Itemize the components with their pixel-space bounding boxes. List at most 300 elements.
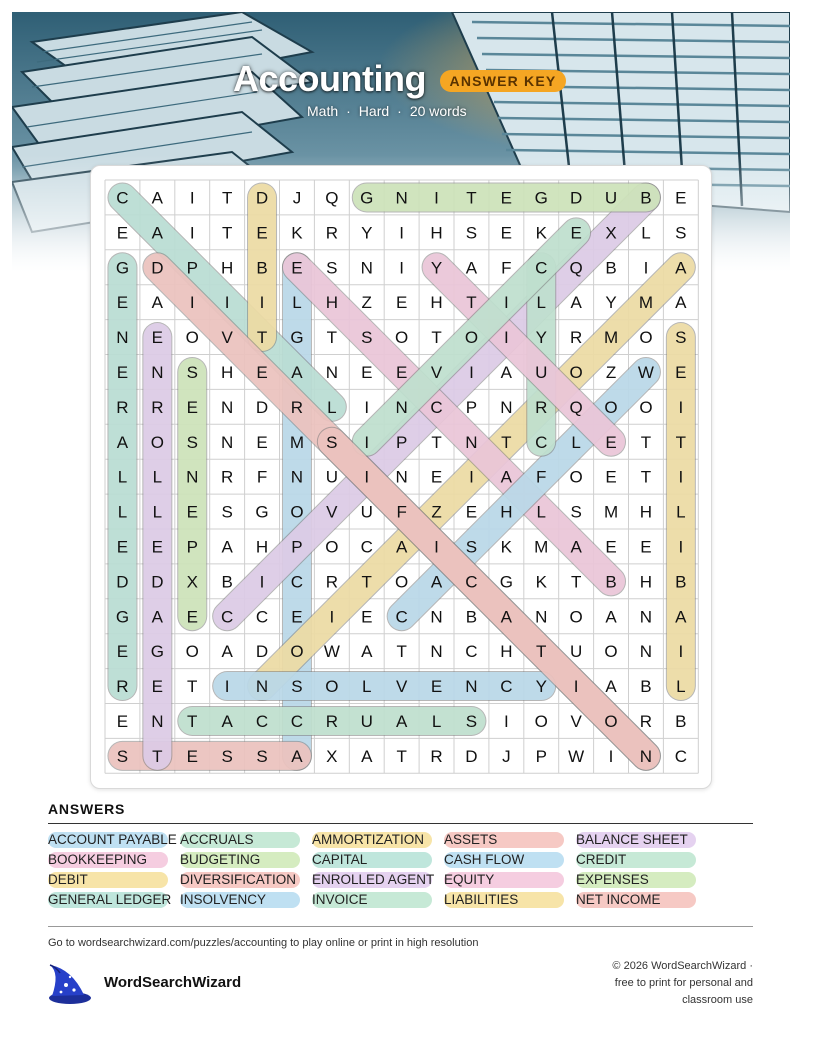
grid-letter: M [603,502,619,522]
grid-letter: R [151,397,164,417]
answer-key-badge: ANSWER KEY [440,70,566,92]
answer-word [312,892,368,908]
grid-letter: T [152,746,163,766]
grid-letter: G [255,502,269,522]
grid-letter: L [676,502,686,522]
grid-letter: E [151,328,164,348]
grid-letter: E [151,537,164,557]
grid-letter: A [675,293,687,313]
grid-letter: C [535,258,548,278]
grid-letter: E [570,223,582,243]
grid-letter: V [326,502,338,522]
grid-letter: D [151,258,164,278]
grid-letter: F [396,502,407,522]
grid-letter: O [395,328,409,348]
grid-letter: I [364,397,370,417]
copyright-line: © 2026 WordSearchWizard · [612,960,753,972]
wizard-hat-icon [46,963,92,1005]
grid-letter: A [675,607,687,627]
grid-letter: N [186,467,199,487]
grid-letter: J [292,188,302,208]
grid-letter: A [570,293,582,313]
grid-letter: I [189,188,195,208]
puzzle-meta [307,103,467,119]
grid-letter: M [638,293,654,313]
grid-letter: C [255,607,269,627]
grid-letter: I [259,572,265,592]
grid-letter: E [186,607,198,627]
grid-letter: I [329,607,335,627]
grid-letter: I [189,223,195,243]
grid-letter: W [568,746,585,766]
answer-word-label: LIABILITIES [444,892,519,907]
answer-word [576,832,688,848]
grid-letter: N [639,642,653,662]
grid-letter: O [639,328,653,348]
grid-letter: S [465,223,478,243]
grid-letter: K [291,223,303,243]
answer-word-label: AMMORTIZATION [312,832,424,847]
grid-letter: I [608,746,614,766]
answer-word-label: CREDIT [576,852,627,867]
grid-letter: E [116,642,129,662]
grid-letter: O [185,328,199,348]
puzzle-title: Accounting [233,58,426,99]
grid-letter: Y [535,677,547,697]
grid-letter: S [675,223,687,243]
grid-letter: E [500,188,513,208]
difficulty-label: Hard [358,103,390,119]
grid-letter: G [115,258,130,278]
grid-letter: N [430,642,443,662]
grid-letter: L [117,502,128,522]
grid-letter: T [466,293,477,313]
answer-word [180,852,260,868]
grid-letter: H [430,293,443,313]
grid-letter: Y [535,328,547,348]
grid-letter: E [116,293,129,313]
grid-letter: L [676,677,686,697]
answer-word-label: CAPITAL [312,852,368,867]
grid-letter: O [395,572,409,592]
grid-letter: N [221,432,234,452]
grid-letter: G [360,188,374,208]
grid-letter: K [500,537,513,557]
grid-letter: G [115,607,130,627]
grid-letter: B [675,711,687,731]
grid-letter: A [570,537,582,557]
grid-letter: C [360,537,373,557]
grid-letter: E [361,362,373,382]
grid-letter: N [465,432,478,452]
grid-letter: T [326,328,338,348]
grid-letter: A [151,223,164,243]
grid-letter: A [221,537,233,557]
grid-letter: Q [569,258,583,278]
grid-letter: O [185,642,199,662]
grid-letter: A [395,711,408,731]
grid-letter: T [361,572,372,592]
grid-letter: E [151,677,164,697]
grid-letter: Y [430,258,443,278]
grid-letter: B [675,572,687,592]
answer-word-label: ENROLLED AGENT [312,872,435,887]
grid-letter: U [360,711,373,731]
grid-letter: E [675,362,687,382]
grid-letter: T [536,642,547,662]
grid-letter: N [360,258,373,278]
grid-letter: F [501,258,512,278]
grid-letter: L [641,223,651,243]
grid-letter: I [503,293,509,313]
answer-word-label: EXPENSES [576,872,649,887]
grid-letter: A [605,607,617,627]
grid-letter: E [605,537,617,557]
answer-word [312,852,367,868]
grid-letter: T [187,677,198,697]
grid-letter: D [570,188,583,208]
grid-letter: A [151,607,164,627]
grid-letter: S [465,537,478,557]
copyright-line: classroom use [682,994,753,1006]
grid-letter: I [364,432,370,452]
grid-letter: O [604,711,618,731]
grid-letter: N [255,677,269,697]
grid-letter: O [569,467,583,487]
grid-letter: G [534,188,548,208]
grid-letter: C [430,397,443,417]
grid-letter: U [535,362,548,382]
grid-letter: S [675,328,687,348]
answer-word-label: INSOLVENCY [180,892,267,907]
grid-letter: N [535,607,548,627]
grid-letter: N [465,677,478,697]
grid-letter: T [256,328,268,348]
grid-letter: Q [325,188,339,208]
answer-word-label: ACCRUALS [180,832,254,847]
grid-letter: L [571,432,581,452]
grid-letter: R [325,711,338,731]
grid-letter: M [534,537,549,557]
grid-letter: Q [569,397,583,417]
grid-letter: R [325,223,338,243]
grid-letter: I [469,362,474,382]
grid-letter: E [291,607,303,627]
answer-word-label: ACCOUNT PAYABLE [48,832,177,847]
grid-letter: S [326,432,338,452]
grid-letter: N [395,467,408,487]
grid-letter: W [323,642,340,662]
grid-letter: H [255,537,269,557]
grid-letter: N [221,397,234,417]
grid-letter: P [186,537,198,557]
grid-letter: R [116,397,129,417]
grid-letter: T [570,572,582,592]
grid-letter: Z [361,293,372,313]
meta-separator: · [346,103,351,119]
grid-letter: E [116,362,129,382]
grid-letter: A [675,258,687,278]
grid-letter: R [570,328,583,348]
grid-letter: L [152,502,163,522]
grid-letter: R [116,677,129,697]
grid-letter: D [255,397,269,417]
answer-word [180,872,296,888]
grid-letter: E [430,677,443,697]
grid-letter: S [291,677,303,697]
grid-letter: E [186,397,198,417]
grid-letter: E [605,432,617,452]
answer-word [576,852,626,868]
answer-word-label: BOOKKEEPING [48,852,148,867]
grid-letter: O [604,642,618,662]
grid-letter: N [116,328,129,348]
grid-letter: I [678,467,684,487]
grid-letter: G [150,642,164,662]
grid-letter: E [430,467,443,487]
grid-letter: T [221,223,233,243]
answer-word-label: GENERAL LEDGER [48,892,172,907]
grid-letter: R [639,711,653,731]
grid-letter: T [466,188,477,208]
answer-word [444,852,524,868]
grid-letter: Y [361,223,373,243]
grid-letter: C [500,677,513,697]
grid-letter: O [639,397,653,417]
grid-letter: O [325,537,339,557]
meta-separator: · [397,103,402,119]
grid-letter: O [290,642,304,662]
answer-word [312,832,424,848]
answer-word-label: BALANCE SHEET [576,832,688,847]
grid-letter: I [189,293,195,313]
grid-letter: U [360,502,373,522]
grid-letter: I [678,397,684,417]
answer-word-label: EQUITY [444,872,495,887]
grid-letter: S [361,328,373,348]
grid-letter: O [569,362,583,382]
grid-letter: H [639,502,653,522]
grid-letter: T [396,642,407,662]
grid-letter: C [535,432,548,452]
grid-letter: P [535,746,547,766]
answers-bottom-divider [48,926,753,927]
grid-letter: A [221,642,233,662]
grid-letter: G [499,572,513,592]
grid-letter: X [605,223,617,243]
grid-letter: D [151,572,164,592]
grid-letter: I [503,328,509,348]
grid-letter: U [604,188,618,208]
grid-letter: S [116,746,129,766]
grid-letter: N [430,607,443,627]
grid-letter: E [186,502,198,522]
grid-letter: B [605,258,617,278]
grid-letter: L [362,677,372,697]
grid-letter: T [431,432,442,452]
grid-letter: H [221,258,234,278]
answer-word [444,832,497,848]
grid-letter: E [186,746,198,766]
grid-letter: D [255,188,269,208]
grid-letter: W [637,362,654,382]
grid-letter: C [255,711,269,731]
grid-letter: A [430,572,443,592]
grid-letter: O [325,677,339,697]
grid-letter: A [221,711,233,731]
grid-letter: U [570,642,583,662]
grid-letter: C [395,607,408,627]
grid-letter: E [256,362,268,382]
answer-word-label: ASSETS [444,832,498,847]
answer-word [48,852,147,868]
grid-letter: I [678,537,684,557]
grid-letter: E [291,258,303,278]
grid-letter: C [290,711,304,731]
grid-letter: L [292,293,302,313]
grid-letter: I [434,537,439,557]
grid-letter: C [221,607,234,627]
grid-letter: A [500,607,513,627]
grid-letter: R [430,746,443,766]
grid-letter: A [116,432,129,452]
grid-letter: A [361,746,373,766]
grid-letter: S [570,502,582,522]
grid-letter: E [256,432,268,452]
grid-letter: A [500,467,513,487]
grid-letter: E [116,711,129,731]
grid-letter: I [573,677,579,697]
grid-letter: H [500,502,513,522]
grid-letter: Z [431,502,442,522]
answers-top-divider [48,823,753,824]
answer-word [576,892,661,908]
grid-letter: L [431,711,442,731]
answer-word [180,892,266,908]
grid-letter: F [256,467,268,487]
grid-letter: E [116,537,129,557]
grid-letter: T [396,746,407,766]
grid-letter: O [534,711,548,731]
grid-letter: C [465,572,478,592]
grid-letter: P [186,258,198,278]
grid-letter: N [290,467,304,487]
grid-letter: S [186,362,198,382]
grid-letter: E [361,607,373,627]
grid-letter: U [325,467,338,487]
answer-word-label: DIVERSIFICATION [180,872,297,887]
grid-letter: O [569,607,583,627]
grid-letter: K [535,223,547,243]
grid-letter: A [605,677,617,697]
grid-letter: T [640,467,652,487]
grid-letter: B [221,572,233,592]
grid-letter: N [500,397,513,417]
grid-letter: D [116,572,129,592]
grid-letter: S [326,258,338,278]
grid-letter: N [151,362,164,382]
answer-word [180,832,254,848]
grid-letter: O [150,432,164,452]
grid-letter: A [361,642,373,662]
footer-url-text: Go to wordsearchwizard.com/puzzles/accounting to play online or print in high resolution [48,937,479,949]
answer-word [312,872,434,888]
answer-word-label: INVOICE [312,892,368,907]
grid-letter: R [290,397,304,417]
grid-letter: F [536,467,547,487]
grid-letter: X [326,746,338,766]
grid-letter: R [221,467,234,487]
word-count-label: 20 words [409,103,467,119]
grid-letter: H [430,223,443,243]
answer-word [48,872,88,888]
grid-letter: E [605,467,617,487]
answer-word [444,872,494,888]
grid-letter: T [221,188,233,208]
puzzle-board [90,165,712,789]
grid-letter: M [603,328,619,348]
grid-letter: O [290,502,304,522]
copyright-line: free to print for personal and [614,977,753,989]
grid-letter: I [434,188,439,208]
answer-word [576,872,649,888]
grid-letter: C [465,642,478,662]
grid-letter: S [256,746,268,766]
subject-label: Math [307,103,339,119]
grid-letter: E [675,188,687,208]
grid-letter: N [639,746,653,766]
grid-letter: A [465,258,478,278]
answer-word-label: DEBIT [48,872,88,887]
grid-letter: H [325,293,338,313]
grid-letter: N [639,607,653,627]
grid-letter: B [605,572,617,592]
grid-letter: L [152,467,163,487]
grid-letter: Z [605,362,617,382]
grid-letter: C [116,188,129,208]
grid-letter: B [640,188,652,208]
grid-letter: S [186,432,198,452]
answer-word [48,892,171,908]
grid-letter: D [465,746,478,766]
grid-letter: Y [605,293,617,313]
grid-letter: L [117,467,128,487]
grid-letter: N [325,362,338,382]
grid-letter: G [290,328,304,348]
grid-letter: P [395,432,408,452]
grid-letter: T [675,432,687,452]
grid-letter: T [501,432,512,452]
grid-letter: H [221,362,234,382]
grid-letter: B [465,607,478,627]
grid-letter: L [536,293,546,313]
grid-letter: S [221,502,233,522]
grid-letter: E [395,293,408,313]
grid-letter: I [503,711,509,731]
grid-letter: B [256,258,268,278]
grid-letter: P [465,397,478,417]
answers-heading: ANSWERS [48,801,126,817]
grid-letter: N [151,711,164,731]
grid-letter: I [643,258,649,278]
grid-letter: L [536,502,546,522]
grid-letter: T [431,328,442,348]
answer-word-label: BUDGETING [180,852,261,867]
grid-letter: B [640,677,652,697]
letter-grid [91,166,711,788]
grid-letter: N [395,188,408,208]
grid-letter: E [256,223,268,243]
